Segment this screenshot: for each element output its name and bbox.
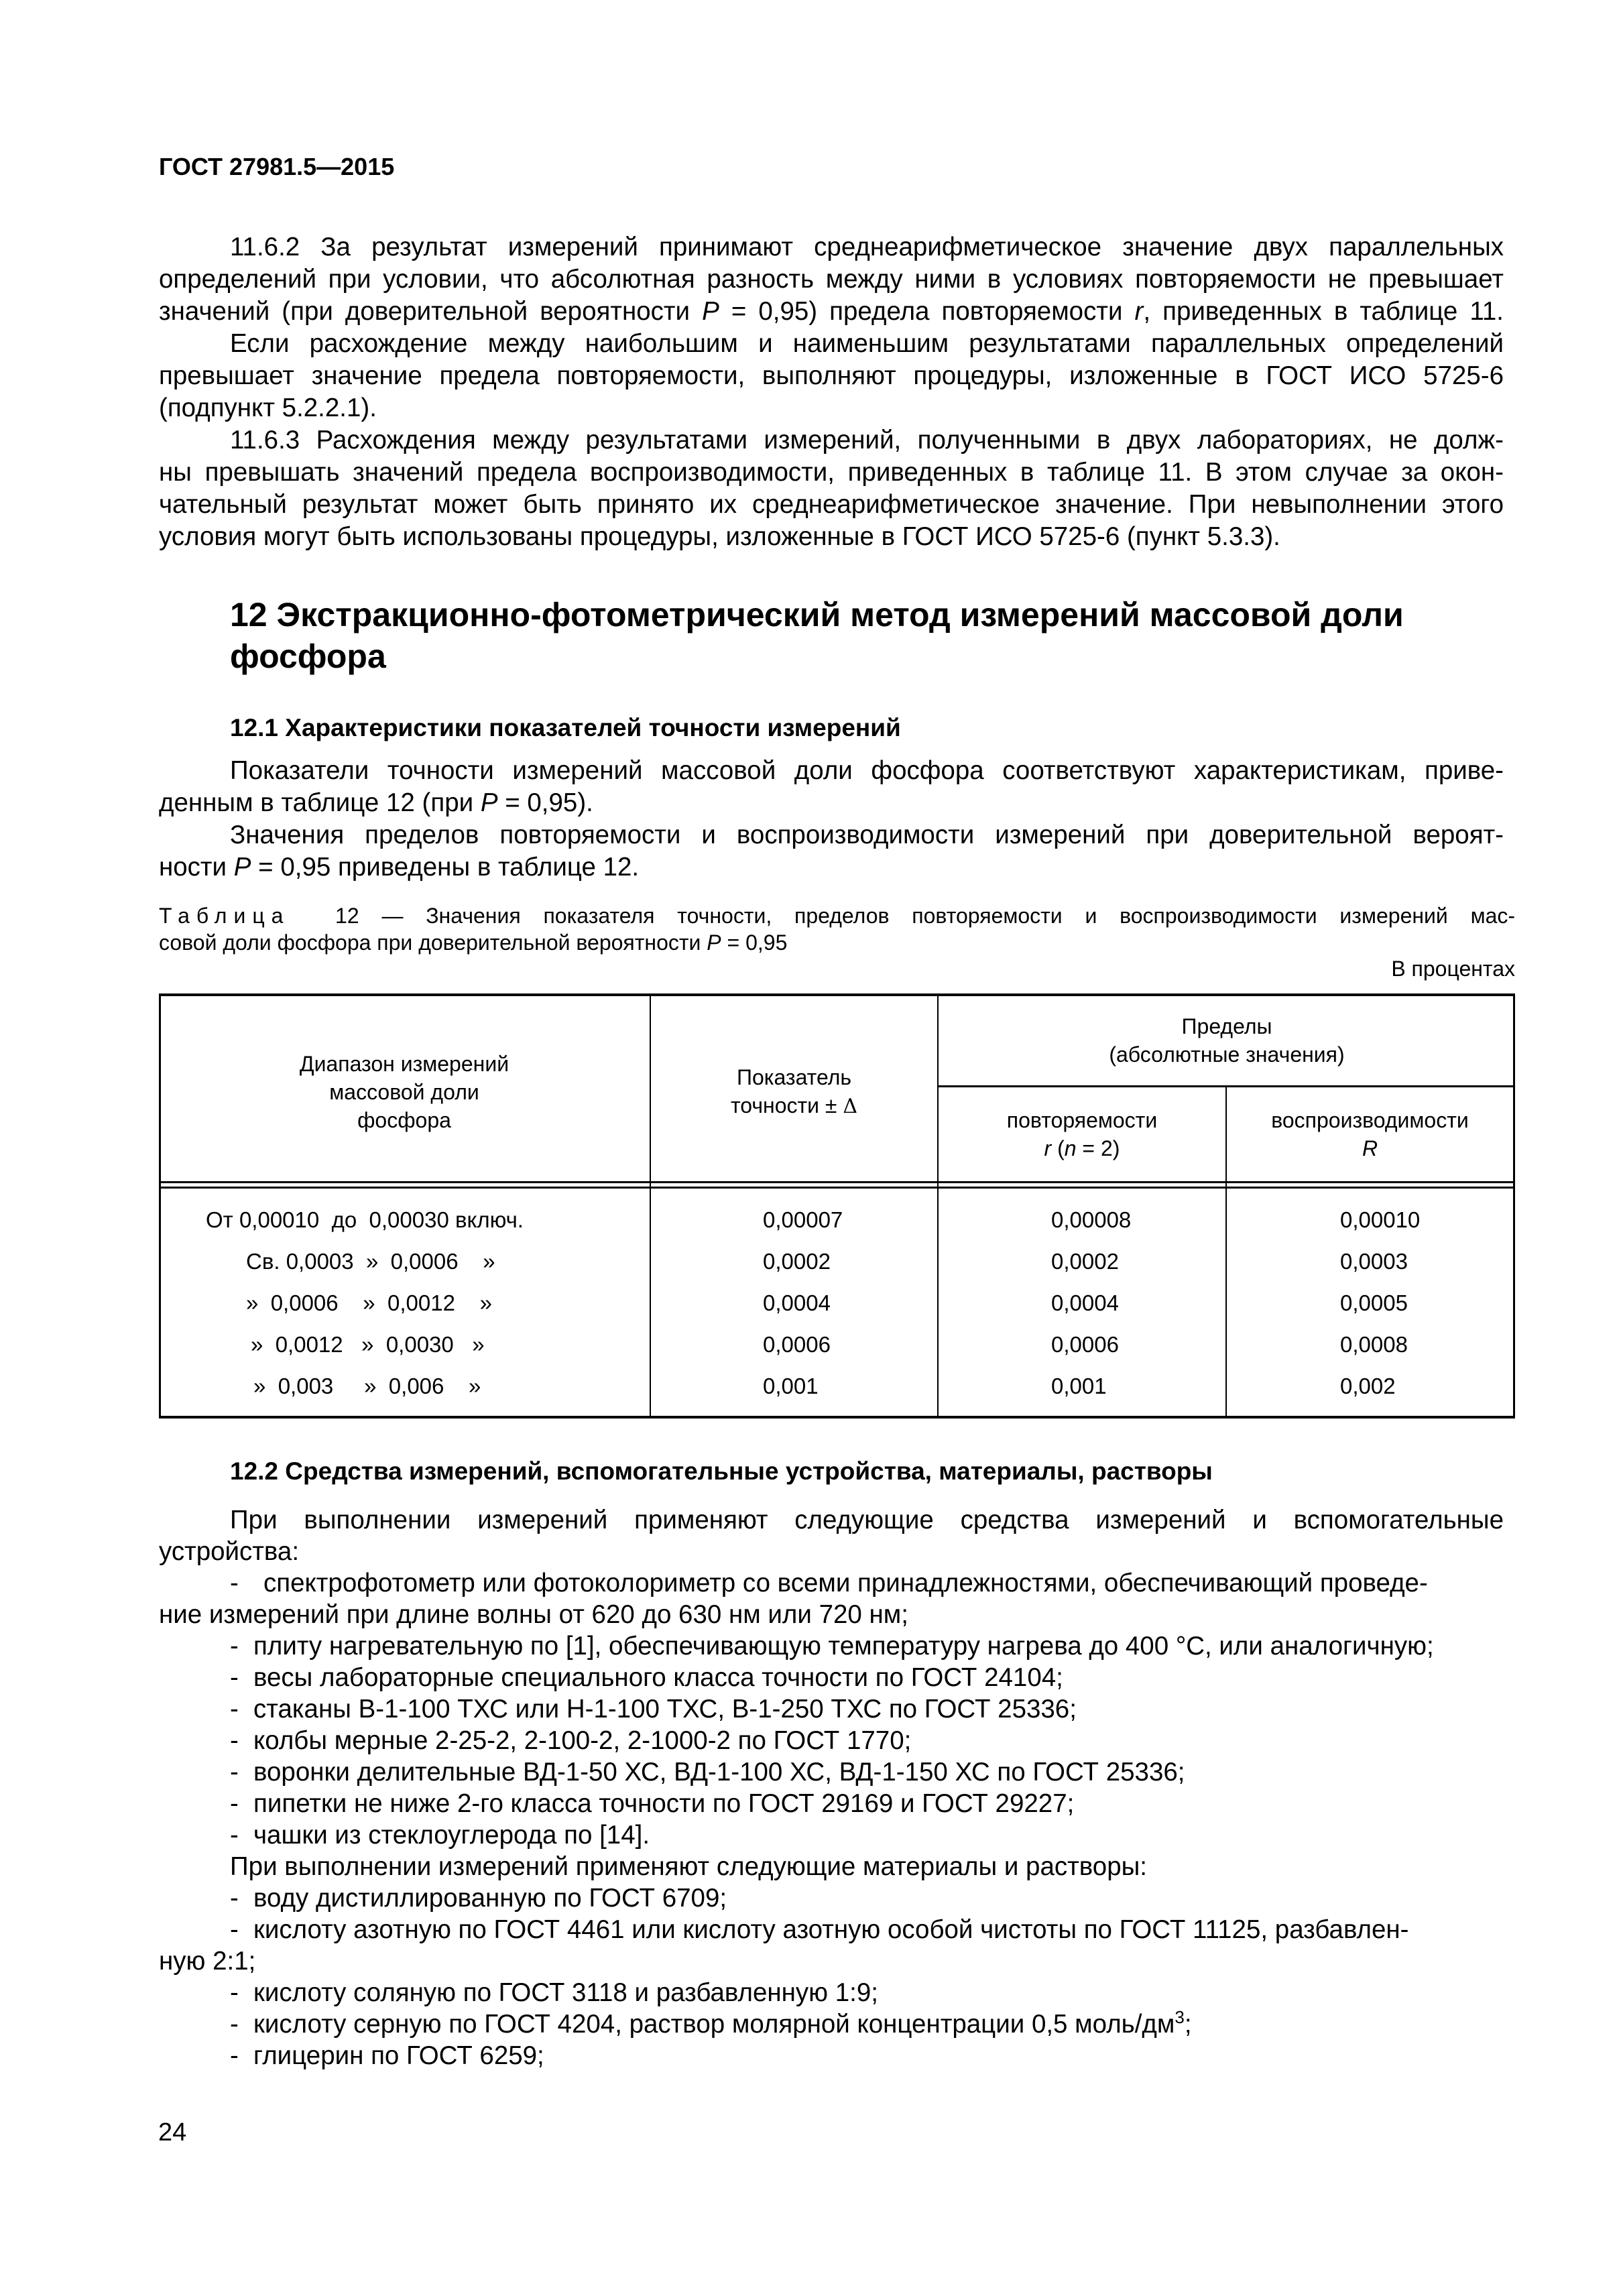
header-limits-line2: (абсолютные значения) — [1109, 1042, 1345, 1067]
paragraph-11-6-2-line3: значений (при доверительной вероятности P = 0,95) предела повторяемости r, приведенных в таблице 11. — [159, 297, 1504, 326]
header-repeatability-line1: повторяемости — [1006, 1108, 1158, 1132]
section-12-heading-line2: фосфора — [230, 638, 386, 675]
header-range-line1: Диапазон измерений — [299, 1052, 509, 1076]
paragraph-divergence-line3: (подпункт 5.2.2.1). — [159, 394, 377, 422]
table-12-caption-line2: совой доли фосфора при доверительной вероятности P = 0,95 — [159, 930, 788, 955]
section-12-heading-line1: 12 Экстракционно-фотометрический метод измерений массовой доли — [230, 596, 1404, 633]
delta-symbol: Δ — [843, 1095, 858, 1118]
cell-repeatability: 0,001 — [1051, 1374, 1107, 1398]
header-rule-upper — [159, 1181, 1515, 1183]
list-item-material: - кислоту азотную по ГОСТ 4461 или кислоту азотную особой чистоты по ГОСТ 11125, разбавлен- — [230, 1915, 1409, 1944]
superscript-3: 3 — [1175, 2007, 1185, 2027]
list-item-material: - воду дистиллированную по ГОСТ 6709; — [230, 1884, 727, 1913]
paragraph-11-6-3-line4: условия могут быть использованы процедуры, изложенные в ГОСТ ИСО 5725-6 (пункт 5.3.3). — [159, 522, 1280, 551]
list-item-instrument: - весы лабораторные специального класса точности по ГОСТ 24104; — [230, 1663, 1063, 1692]
header-reproducibility-line1: воспроизводимости — [1271, 1108, 1469, 1132]
list-item-material: - кислоту серную по ГОСТ 4204, раствор молярной концентрации 0,5 моль/$дм^3$; — [230, 2007, 1192, 2039]
cell-reproducibility: 0,0008 — [1340, 1332, 1408, 1357]
cell-accuracy: 0,0006 — [763, 1332, 831, 1357]
header-accuracy-line2: точности ± Δ — [730, 1093, 858, 1118]
header-range-line2: массовой доли — [329, 1080, 479, 1104]
header-accuracy — [651, 1063, 937, 1121]
header-accuracy-line1: Показатель — [736, 1065, 852, 1089]
cell-range: » 0,0006 » 0,0012 » — [246, 1290, 492, 1315]
list-item-instrument-cont: ние измерений при длине волны от 620 до 630 нм или 720 нм; — [159, 1600, 908, 1629]
cell-reproducibility: 0,0003 — [1340, 1249, 1408, 1274]
cell-repeatability: 0,0004 — [1051, 1290, 1119, 1315]
cell-repeatability: 0,0006 — [1051, 1332, 1119, 1357]
cell-repeatability: 0,0002 — [1051, 1249, 1119, 1274]
header-reproducibility — [1227, 1106, 1513, 1162]
cell-accuracy: 0,001 — [763, 1374, 819, 1398]
cell-repeatability: 0,00008 — [1051, 1207, 1132, 1232]
paragraph-11-6-3-line2: ны превышать значений предела воспроизводимости, приведенных в таблице 11. В этом случае за окон- — [159, 458, 1504, 487]
list-item-material: - глицерин по ГОСТ 6259; — [230, 2041, 544, 2070]
cell-accuracy: 0,00007 — [763, 1207, 843, 1232]
table-top-border — [159, 993, 1515, 996]
list-item-instrument: - стаканы В-1-100 ТХС или Н-1-100 ТХС, В-1-250 ТХС по ГОСТ 25336; — [230, 1695, 1077, 1724]
paragraph-11-6-2-line2: определений при условии, что абсолютная разность между ними в условиях повторяемости не превышает — [159, 265, 1504, 294]
paragraph-12-1-p1-line1: Показатели точности измерений массовой доли фосфора соответствуют характеристикам, приве- — [230, 756, 1504, 785]
list-item-instrument: - плиту нагревательную по [1], обеспечивающую температуру нагрева до 400 °С, или аналогичную; — [230, 1632, 1434, 1660]
running-head: ГОСТ 27981.5—2015 — [159, 153, 395, 180]
cell-reproducibility: 0,00010 — [1340, 1207, 1421, 1232]
paragraph-12-2-intro-line2: устройства: — [159, 1537, 300, 1566]
list-item-material: - кислоту соляную по ГОСТ 3118 и разбавленную 1:9; — [230, 1978, 878, 2007]
header-reproducibility-line2: R — [1362, 1136, 1378, 1160]
cell-accuracy: 0,0002 — [763, 1249, 831, 1274]
table-12 — [159, 993, 1515, 1420]
subsection-12-2-heading: 12.2 Средства измерений, вспомогательные устройства, материалы, растворы — [230, 1457, 1213, 1485]
list-item-instrument: - пипетки не ниже 2-го класса точности по ГОСТ 29169 и ГОСТ 29227; — [230, 1789, 1075, 1818]
header-range-line3: фосфора — [357, 1108, 451, 1132]
paragraph-divergence-line2: превышает значение предела повторяемости, выполняют процедуры, изложенные в ГОСТ ИСО 5725-6 — [159, 361, 1504, 390]
list-item-instrument: - спектрофотометр или фотоколориметр со всеми принадлежностями, обеспечивающий проведе- — [230, 1569, 1428, 1597]
cell-reproducibility: 0,002 — [1340, 1374, 1396, 1398]
cell-range: Св. 0,0003 » 0,0006 » — [246, 1249, 495, 1274]
cell-range: От 0,00010 до 0,00030 включ. — [206, 1207, 524, 1232]
cell-range: » 0,003 » 0,006 » — [253, 1374, 481, 1398]
list-item-instrument: - колбы мерные 2-25-2, 2-100-2, 2-1000-2 по ГОСТ 1770; — [230, 1726, 912, 1755]
page-number: 24 — [158, 2118, 187, 2147]
list-item-instrument: - чашки из стеклоуглерода по [14]. — [230, 1821, 650, 1850]
paragraph-materials-intro: При выполнении измерений применяют следующие материалы и растворы: — [230, 1852, 1147, 1881]
limits-subheader-rule — [937, 1085, 1515, 1087]
paragraph-divergence-line1: Если расхождение между наибольшим и наименьшим результатами параллельных определений — [230, 329, 1504, 358]
table-bottom-border — [159, 1416, 1515, 1418]
header-limits — [939, 1012, 1515, 1069]
col-divider-1 — [650, 993, 651, 1418]
paragraph-11-6-2-line1: 11.6.2 За результат измерений принимают среднеарифметическое значение двух параллельных — [230, 233, 1504, 261]
cell-reproducibility: 0,0005 — [1340, 1290, 1408, 1315]
section-12-heading — [230, 594, 1504, 677]
list-item-instrument: - воронки делительные ВД-1-50 ХС, ВД-1-100 ХС, ВД-1-150 ХС по ГОСТ 25336; — [230, 1758, 1185, 1787]
paragraph-12-1-p2-line1: Значения пределов повторяемости и воспроизводимости измерений при доверительной вероят- — [230, 821, 1504, 849]
paragraph-12-1-p2-line2: ности P = 0,95 приведены в таблице 12. — [159, 853, 640, 882]
header-limits-line1: Пределы — [1181, 1014, 1272, 1038]
paragraph-11-6-3-line1: 11.6.3 Расхождения между результатами измерений, полученными в двух лабораториях, не долж- — [230, 426, 1504, 455]
header-repeatability — [939, 1106, 1225, 1162]
paragraph-11-6-3-line3: чательный результат может быть принято их среднеарифметическое значение. При невыполнении этого — [159, 490, 1504, 519]
cell-accuracy: 0,0004 — [763, 1290, 831, 1315]
header-repeatability-line2: r (n = 2) — [1044, 1136, 1120, 1160]
table-units: В процентах — [1391, 957, 1515, 981]
header-rule-lower — [159, 1187, 1515, 1189]
paragraph-12-2-intro-line1: При выполнении измерений применяют следующие средства измерений и вспомогательные — [230, 1506, 1504, 1534]
cell-range: » 0,0012 » 0,0030 » — [251, 1332, 485, 1357]
paragraph-12-1-p1-line2: денным в таблице 12 (при P = 0,95). — [159, 788, 593, 817]
table-12-caption-line1: Таблица 12 — Значения показателя точности, пределов повторяемости и воспроизводимости измерений мас- — [159, 904, 1516, 928]
subsection-12-1-heading: 12.1 Характеристики показателей точности измерений — [230, 714, 901, 741]
list-item-material-cont: ную 2:1; — [159, 1947, 256, 1976]
header-range — [159, 1050, 650, 1134]
